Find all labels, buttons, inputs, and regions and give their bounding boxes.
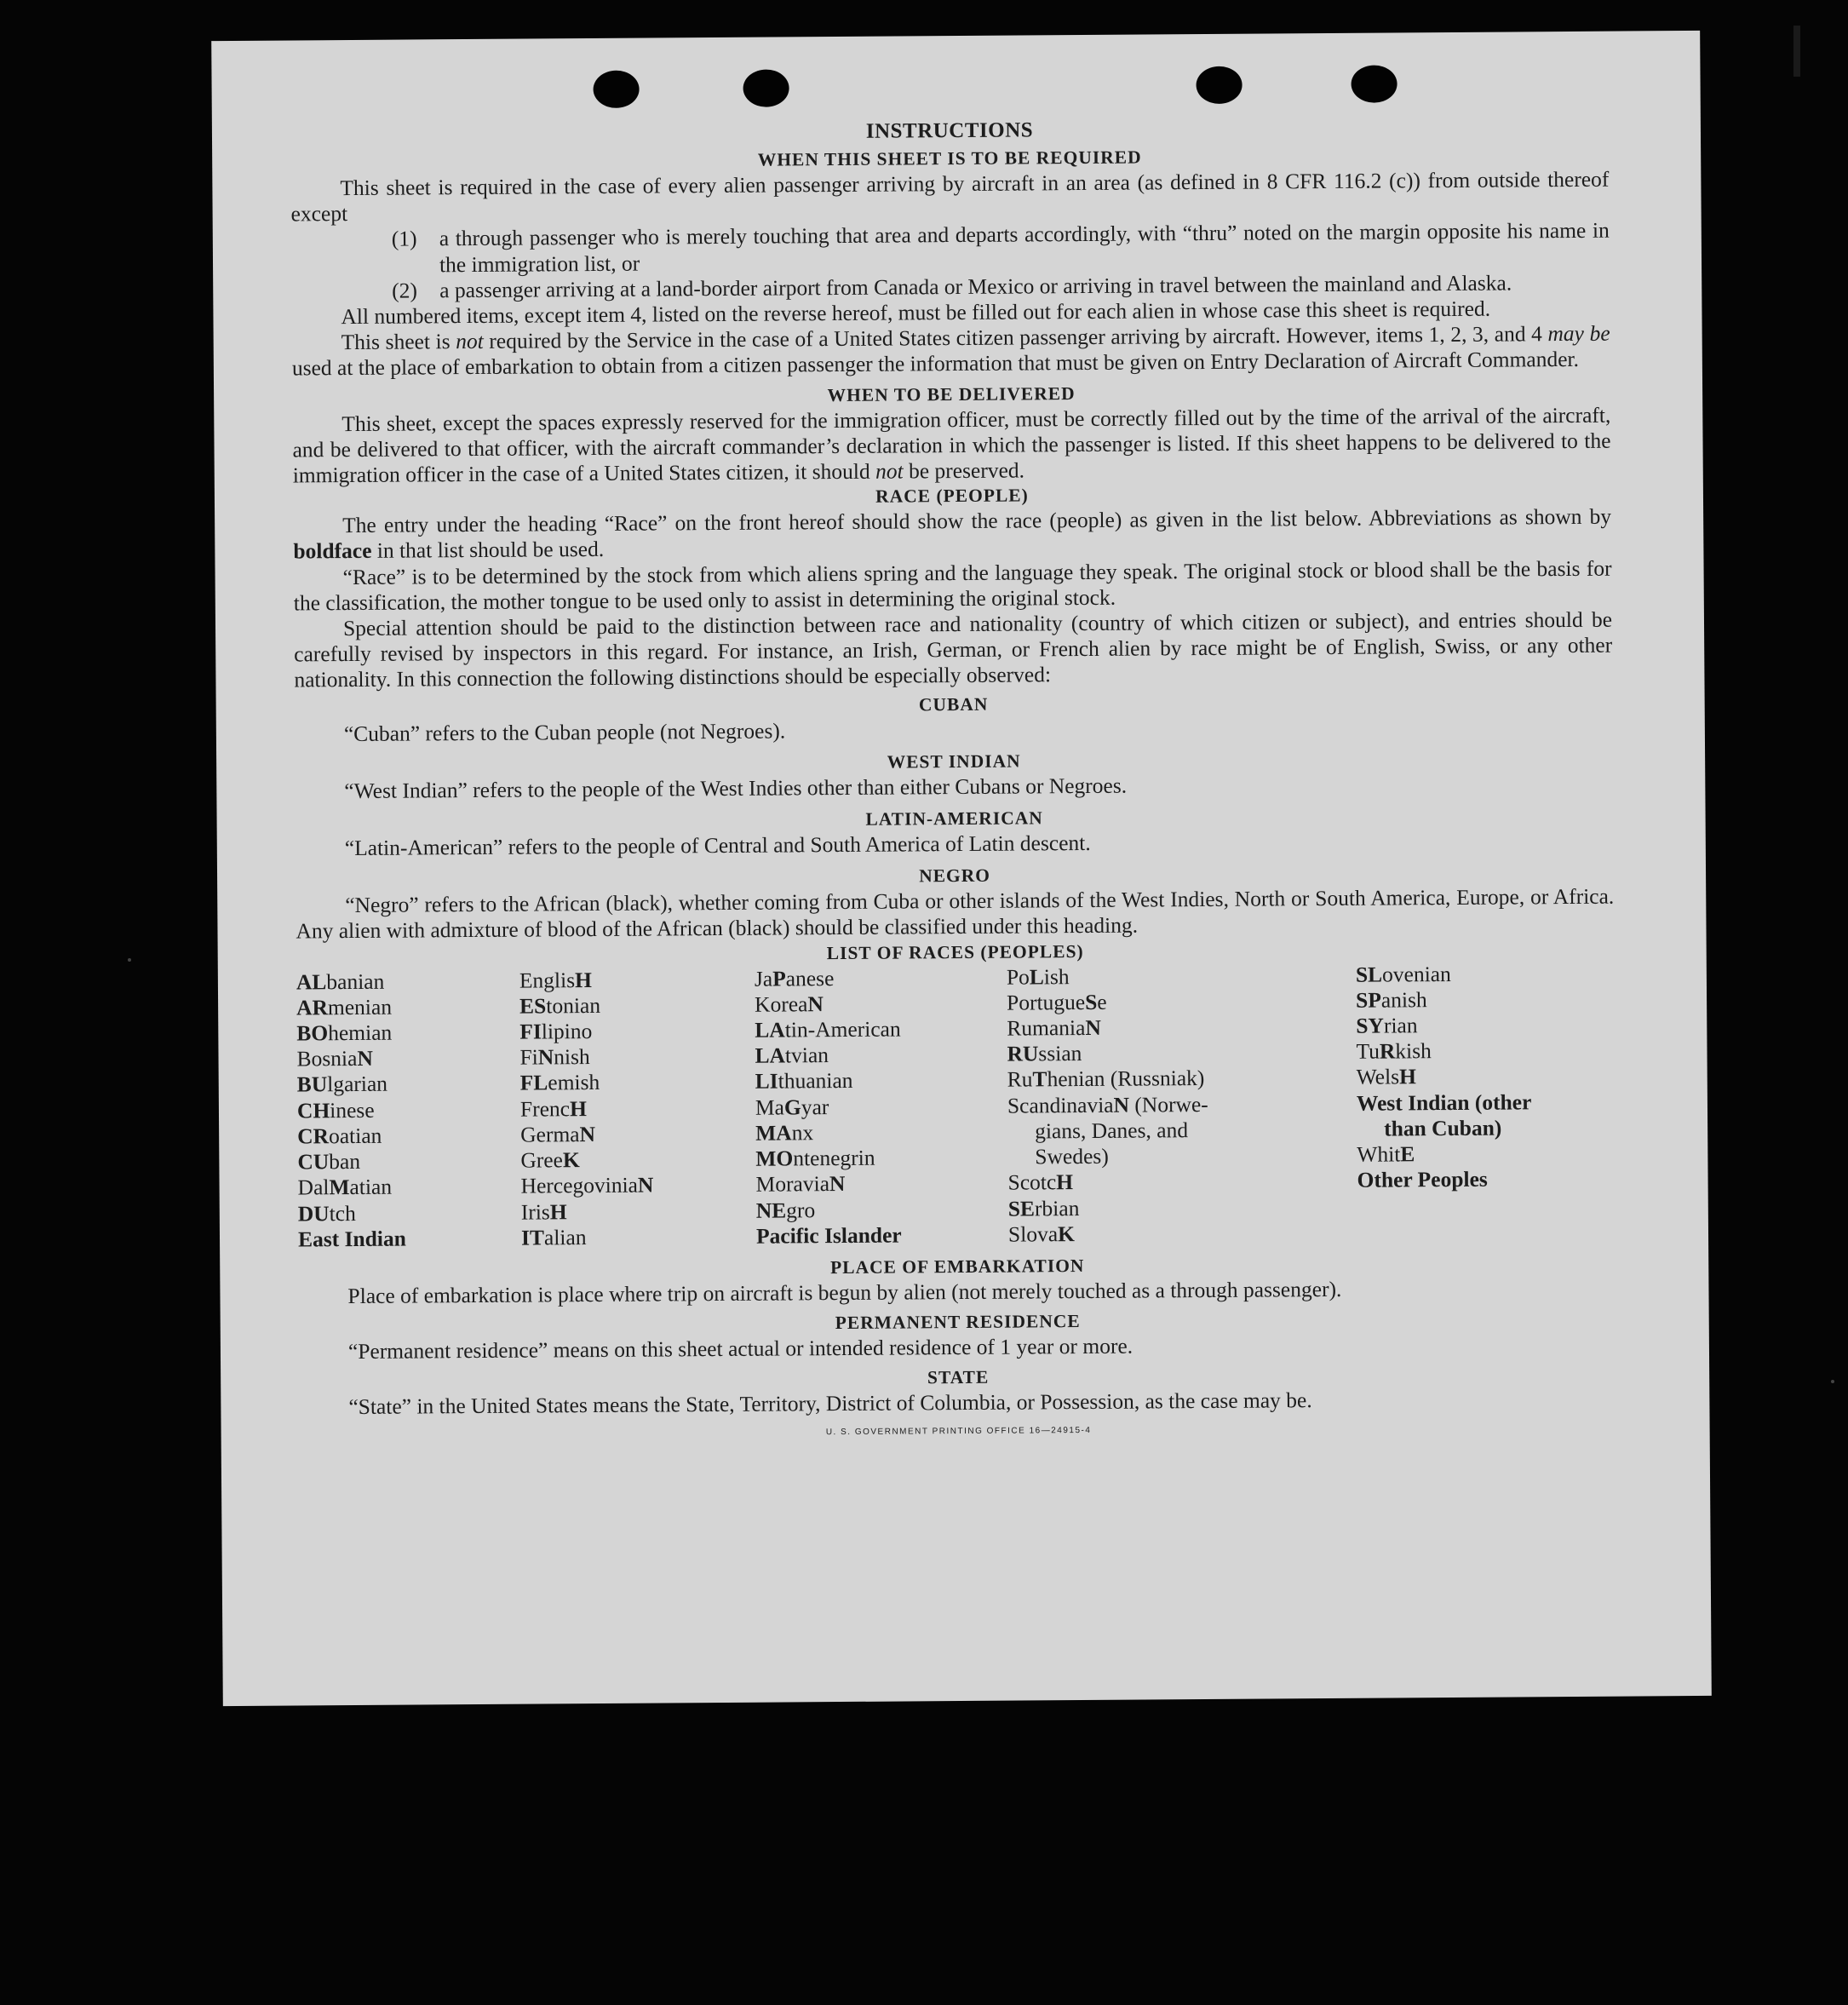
race-entry	[1008, 1193, 1357, 1221]
race-abbreviation: N	[829, 1171, 846, 1197]
race-entry	[1357, 1166, 1605, 1193]
race-abbreviation: P	[772, 966, 786, 991]
race-entry	[1356, 986, 1604, 1014]
race-entry	[1356, 960, 1604, 987]
race-name-part: Tu	[1356, 1038, 1380, 1065]
race-abbreviation: MA	[755, 1120, 792, 1146]
race-paragraph-3: Special attention should be paid to the distinction between race and nationality (country of which citizen or subject), and entries should be carefully revised by inspectors in this regard. For instance, an Irish, German, or French alien by race might be of English, Swiss, or any other nationality. In this connection the following distinctions should be especially observed:	[294, 606, 1613, 692]
race-abbreviation: N	[357, 1046, 373, 1071]
race-entry	[519, 1018, 755, 1045]
race-name-part: Hercegovinia	[520, 1172, 639, 1198]
section-heading-cuban: CUBAN	[918, 693, 989, 715]
race-abbreviation: West Indian (other	[1356, 1089, 1532, 1116]
cuban-paragraph: “Cuban” refers to the Cuban people (not Negroes).	[343, 718, 786, 746]
race-name-part: Englis	[519, 967, 576, 993]
race-abbreviation: AR	[296, 995, 329, 1020]
race-abbreviation: H	[569, 1095, 587, 1121]
race-name-part: rbian	[1034, 1195, 1080, 1221]
race-name-part: lipino	[541, 1019, 593, 1044]
race-name-part: (Norwe-	[1128, 1091, 1208, 1117]
race-abbreviation: K	[1057, 1221, 1076, 1246]
punch-hole-3	[1196, 66, 1242, 104]
race-name-part: e	[1097, 989, 1107, 1014]
race-abbreviation: LA	[755, 1043, 786, 1068]
race-abbreviation: CU	[297, 1149, 330, 1175]
item-text: a through passenger who is merely touching that area and departs accordingly, with “thru” noted on the margin opposite his name in the immigration list, or	[439, 218, 1610, 277]
race-abbreviation: SY	[1356, 1013, 1385, 1038]
race-entry	[519, 966, 755, 993]
race-abbreviation: G	[783, 1094, 801, 1120]
document-page	[211, 31, 1712, 1706]
race-abbreviation: SL	[1355, 962, 1383, 987]
race-entry	[297, 1071, 520, 1098]
section-heading-list-of-races: LIST OF RACES (PEOPLES)	[826, 940, 1084, 963]
race-name-part: Ru	[1007, 1066, 1033, 1093]
race-entry	[1007, 988, 1356, 1016]
races-column-1	[296, 968, 521, 1252]
race-name-part: Scotc	[1007, 1169, 1057, 1195]
race-abbreviation: RU	[1007, 1041, 1039, 1066]
race-abbreviation: H	[1398, 1064, 1417, 1089]
race-entry	[1007, 1039, 1356, 1067]
race-entry	[297, 1123, 520, 1150]
race-name-part: Dal	[297, 1175, 330, 1200]
race-entry	[297, 1148, 520, 1175]
race-name-part: emish	[548, 1070, 600, 1095]
printer-imprint: U. S. GOVERNMENT PRINTING OFFICE 16—24915-4	[825, 1425, 1092, 1437]
race-paragraph-1: The entry under the heading “Race” on the front hereof should show the race (people) as given in the list below. Abbreviations as shown by boldface in that list should be used.	[293, 503, 1612, 564]
race-entry	[755, 1170, 1007, 1198]
race-name-part: Iris	[520, 1198, 550, 1225]
race-entry	[1356, 1037, 1604, 1065]
state-paragraph: “State” in the United States means the State, Territory, District of Columbia, or Possession, as the case may be.	[348, 1387, 1312, 1420]
races-column-2	[519, 966, 756, 1250]
negro-paragraph: “Negro” refers to the African (black), whether coming from Cuba or other islands of the West Indies, North or South America, Europe, or Africa. Any alien with admixture of blood of the African (black) should be classified under this heading.	[296, 883, 1615, 944]
race-entry	[1357, 1115, 1605, 1142]
race-paragraph-2: “Race” is to be determined by the stock from which aliens spring and the language they speak. The original stock or blood shall be the basis for the classification, the mother tongue to be used only to assist in determining the original stock.	[293, 555, 1612, 616]
race-abbreviation: CR	[297, 1123, 330, 1149]
race-entry	[520, 1121, 755, 1148]
section-heading-permanent-residence: PERMANENT RESIDENCE	[835, 1311, 1081, 1334]
race-name-part: Bosnia	[296, 1046, 358, 1071]
race-name-part: Swedes)	[1035, 1143, 1109, 1169]
race-name-part: lgarian	[327, 1071, 388, 1097]
race-entry	[519, 1043, 755, 1071]
race-abbreviation: SP	[1355, 987, 1381, 1013]
race-entry	[297, 1174, 520, 1201]
race-name-part: anese	[785, 965, 835, 991]
race-abbreviation: H	[1056, 1169, 1074, 1195]
race-entry	[1357, 1063, 1605, 1090]
embarkation-paragraph: Place of embarkation is place where trip on aircraft is begun by alien (not merely touched as a through passenger).	[347, 1276, 1342, 1308]
delivered-paragraph: This sheet, except the spaces expressly reserved for the immigration officer, must be correctly filled out by the time of the arrival of the aircraft, and be delivered to that officer, with the aircraft commander’s declaration in which the passenger is listed. If this sheet happens to be delivered to the immigration officer in the case of a United States citizen, it should not be preserved.	[292, 402, 1611, 488]
race-name-part: nish	[554, 1044, 590, 1070]
race-name-part: ntenegrin	[793, 1145, 875, 1171]
race-entry	[1007, 1090, 1357, 1118]
race-abbreviation: FI	[519, 1019, 542, 1044]
race-entry	[297, 1096, 520, 1123]
race-entry	[755, 1145, 1007, 1172]
race-entry	[755, 1016, 1007, 1043]
punch-hole-4	[1351, 65, 1397, 102]
race-entry	[521, 1223, 756, 1250]
race-entry	[755, 1093, 1007, 1120]
race-entry	[756, 1196, 1008, 1223]
race-name-part: gians, Danes, and	[1035, 1117, 1189, 1144]
race-entry	[296, 968, 519, 995]
race-abbreviation: SE	[1007, 1195, 1036, 1221]
punch-hole-1	[593, 71, 639, 108]
races-column-4	[1007, 962, 1357, 1247]
race-name-part: Wels	[1356, 1064, 1400, 1090]
race-entry	[298, 1225, 521, 1252]
section-heading-negro: NEGRO	[919, 865, 991, 887]
race-abbreviation: L	[1029, 963, 1044, 990]
race-name-part: anish	[1380, 987, 1427, 1013]
race-entry	[521, 1198, 756, 1225]
race-entry	[1007, 1142, 1357, 1170]
exception-item-1	[392, 218, 1610, 278]
race-name-part: Fi	[519, 1044, 538, 1070]
race-abbreviation: M	[329, 1175, 350, 1200]
race-abbreviation: Other Peoples	[1357, 1166, 1488, 1193]
race-entry	[1356, 1012, 1604, 1039]
race-name-part: gro	[786, 1197, 816, 1222]
race-abbreviation: than Cuban)	[1384, 1115, 1502, 1141]
race-name-part: hemian	[328, 1020, 393, 1046]
permanent-residence-paragraph: “Permanent residence” means on this sheet actual or intended residence of 1 year or more.	[347, 1333, 1133, 1364]
race-abbreviation: BO	[296, 1020, 329, 1046]
race-name-part: Ma	[755, 1094, 785, 1120]
race-name-part: thuanian	[778, 1068, 853, 1094]
race-abbreviation: S	[1085, 989, 1098, 1014]
race-name-part: Ja	[754, 966, 773, 991]
race-name-part: henian (Russniak)	[1047, 1066, 1205, 1092]
race-name-part: tin-American	[784, 1016, 901, 1043]
race-entry	[296, 994, 519, 1021]
race-abbreviation: ES	[519, 993, 547, 1019]
race-entry	[520, 1172, 755, 1199]
scan-edge-mark	[1793, 26, 1800, 77]
race-name-part: yar	[801, 1094, 829, 1120]
race-abbreviation: N	[537, 1044, 554, 1070]
race-name-part: ssian	[1038, 1041, 1082, 1066]
race-abbreviation: R	[1379, 1038, 1396, 1064]
section-heading-west-indian: WEST INDIAN	[887, 750, 1021, 773]
race-entry	[298, 1199, 521, 1227]
race-entry	[520, 1146, 755, 1174]
race-name-part: nx	[791, 1120, 814, 1146]
race-name-part: Po	[1006, 964, 1030, 990]
race-entry	[520, 1069, 755, 1096]
section-heading-required: WHEN THIS SHEET IS TO BE REQUIRED	[757, 146, 1142, 170]
page-title: INSTRUCTIONS	[865, 118, 1034, 143]
citizen-paragraph: This sheet is not required by the Service in the case of a United States citizen passenger arriving by aircraft. However, items 1, 2, 3, and 4 may be used at the place of embarkation to obtain from a citizen passenger the information that must be given on Entry Declaration of Aircraft Commander.	[291, 320, 1610, 381]
race-entry	[519, 992, 755, 1020]
race-name-part: Whit	[1357, 1141, 1401, 1167]
race-entry	[1357, 1140, 1605, 1168]
race-name-part: Scandinavia	[1007, 1092, 1114, 1118]
race-entry	[755, 1119, 1007, 1146]
race-abbreviation: East Indian	[297, 1226, 406, 1252]
race-abbreviation: N	[1085, 1014, 1101, 1041]
race-abbreviation: N	[807, 991, 824, 1017]
race-abbreviation: N	[1113, 1092, 1130, 1117]
race-name-part: Moravia	[755, 1171, 830, 1197]
race-entry	[520, 1094, 755, 1122]
race-abbreviation: IT	[520, 1225, 545, 1250]
race-abbreviation: DU	[297, 1200, 330, 1226]
race-abbreviation: LA	[755, 1017, 785, 1043]
race-entry	[755, 1067, 1007, 1094]
race-name-part: Rumania	[1007, 1015, 1086, 1041]
race-name-part: tonian	[546, 992, 601, 1019]
race-abbreviation: FL	[519, 1070, 548, 1096]
race-abbreviation: H	[549, 1198, 567, 1224]
race-entry	[755, 964, 1007, 991]
race-abbreviation: T	[1032, 1066, 1047, 1092]
race-entry	[1008, 1219, 1357, 1247]
race-entry	[1007, 1065, 1357, 1093]
race-name-part: inese	[330, 1097, 375, 1123]
race-entry	[756, 1221, 1008, 1249]
race-name-part: ban	[329, 1149, 361, 1175]
section-heading-race: RACE (PEOPLE)	[875, 485, 1029, 507]
races-column-5	[1356, 960, 1606, 1244]
races-column-3	[755, 964, 1008, 1249]
race-name-part: kish	[1395, 1038, 1432, 1064]
race-name-part: oatian	[328, 1123, 382, 1149]
speck	[1831, 1380, 1834, 1383]
race-name-part: atian	[349, 1174, 393, 1200]
race-abbreviation: N	[579, 1121, 596, 1147]
race-entry	[1007, 1117, 1357, 1145]
section-heading-state: STATE	[927, 1367, 990, 1388]
section-heading-delivered: WHEN TO BE DELIVERED	[827, 382, 1076, 405]
race-abbreviation: CH	[296, 1097, 330, 1123]
race-name-part: rian	[1383, 1013, 1418, 1038]
numbered-items-paragraph: All numbered items, except item 4, listed on the reverse hereof, must be filled out for each alien in whose case this sheet is required.	[341, 296, 1491, 330]
west-indian-paragraph: “West Indian” refers to the people of the West Indies other than either Cubans or Negroes.	[344, 773, 1128, 803]
latin-american-paragraph: “Latin-American” refers to the people of Central and South America of Latin descent.	[344, 830, 1091, 861]
race-name-part: tvian	[784, 1043, 829, 1068]
race-name-part: ovenian	[1381, 961, 1451, 987]
race-entry	[296, 1045, 519, 1072]
item-text: a passenger arriving at a land-border airport from Canada or Mexico or arriving in travel between the mainland and Alaska.	[439, 270, 1512, 303]
race-name-part: Portugue	[1006, 989, 1086, 1015]
race-abbreviation: MO	[755, 1146, 794, 1171]
speck	[128, 958, 131, 962]
race-abbreviation: K	[562, 1147, 580, 1173]
section-heading-latin-american: LATIN-AMERICAN	[865, 807, 1043, 830]
race-name-part: ish	[1043, 963, 1070, 989]
race-abbreviation: Pacific Islander	[755, 1222, 902, 1249]
race-entry	[1007, 1014, 1356, 1042]
race-entry	[1007, 962, 1356, 990]
item-number: (1)	[391, 226, 417, 252]
race-name-part: Germa	[520, 1122, 580, 1147]
race-abbreviation: NE	[755, 1197, 787, 1223]
race-name-part: Gree	[520, 1147, 564, 1173]
race-name-part: banian	[326, 968, 385, 994]
race-name-part: Korea	[755, 991, 808, 1017]
section-heading-embarkation: PLACE OF EMBARKATION	[830, 1255, 1085, 1278]
race-entry	[755, 991, 1007, 1018]
race-entry	[1357, 1089, 1605, 1116]
race-name-part: alian	[543, 1224, 587, 1250]
item-number: (2)	[392, 278, 418, 303]
race-abbreviation: BU	[296, 1071, 328, 1097]
required-paragraph: This sheet is required in the case of every alien passenger arriving by aircraft in an area (as defined in 8 CFR 116.2 (c)) from outside thereof except	[290, 166, 1610, 227]
punch-hole-2	[743, 69, 789, 106]
race-name-part: tch	[329, 1200, 356, 1226]
race-entry	[1007, 1168, 1357, 1196]
race-abbreviation: AL	[296, 968, 327, 995]
race-entry	[296, 1020, 519, 1047]
race-name-part: Frenc	[519, 1095, 571, 1122]
race-abbreviation: LI	[755, 1068, 778, 1094]
races-list	[296, 960, 1616, 1252]
race-abbreviation: N	[637, 1172, 654, 1198]
race-entry	[755, 1042, 1007, 1069]
race-abbreviation: E	[1400, 1141, 1415, 1167]
race-name-part: menian	[327, 994, 393, 1020]
race-abbreviation: H	[574, 967, 593, 992]
race-name-part: Slova	[1007, 1221, 1059, 1247]
